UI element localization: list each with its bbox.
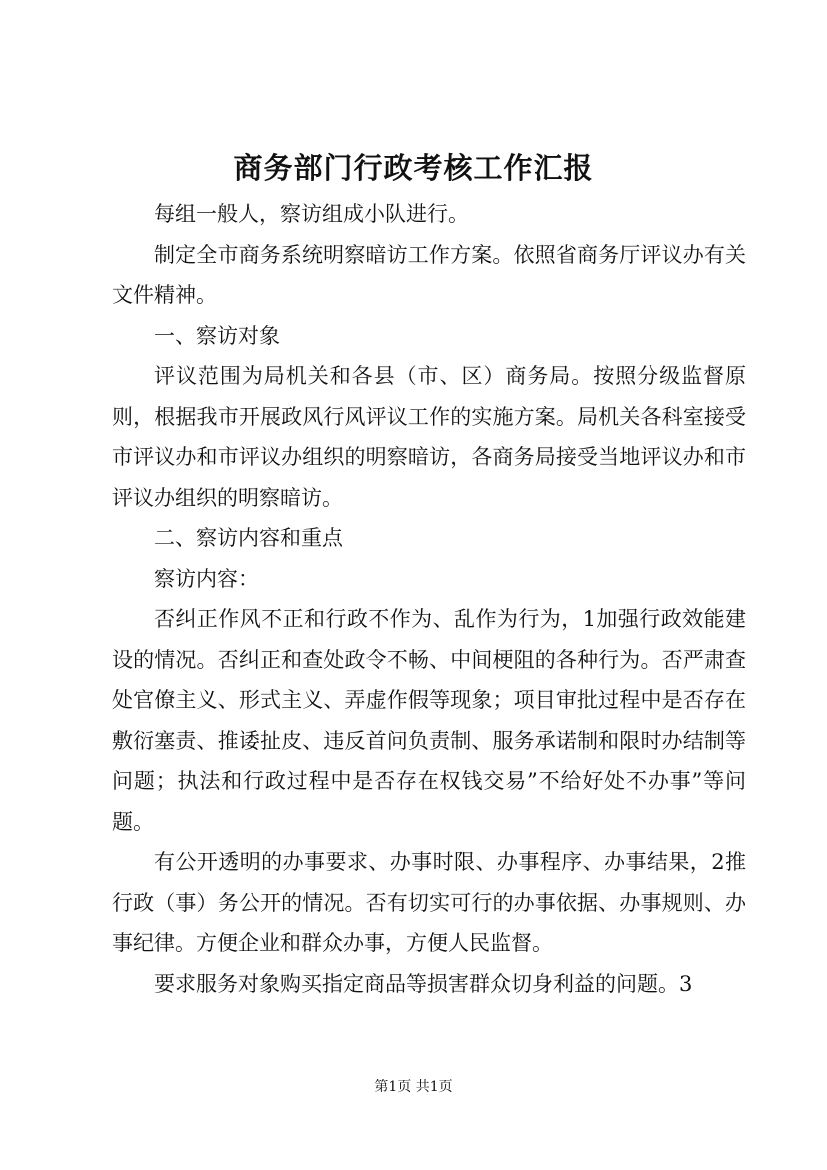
section-heading: 一、察访对象: [154, 323, 280, 348]
paragraph: 察访内容：: [154, 566, 259, 591]
paragraph: 每组一般人，察访组成小队进行。: [154, 202, 469, 226]
document-title: 商务部门行政考核工作汇报: [233, 151, 594, 185]
section-heading: 二、察访内容和重点: [154, 526, 343, 550]
paragraph: 评议范围为局机关和各县（市、区）商务局。按照分级监督原则，根据我市开展政风行风评议工作的实施方案。局机关各科室接受市评议办和市评议办组织的明察暗访，各商务局接受当地评议办和市评议办组织的明察暗访。: [112, 364, 746, 510]
page-number-footer: 第1页 共1页: [374, 1079, 453, 1095]
paragraph: 有公开透明的办事要求、办事时限、办事程序、办事结果，2推行政（事）务公开的情况。否有切实可行的办事依据、办事规则、办事纪律。方便企业和群众办事，方便人民监督。: [112, 850, 746, 955]
paragraph: 否纠正作风不正和行政不作为、乱作为行为，1加强行政效能建设的情况。否纠正和查处政令不畅、中间梗阻的各种行为。否严肃查处官僚主义、形式主义、弄虚作假等现象；项目审批过程中是否存在敷衍塞责、推诿扯皮、违反首问负责制、服务承诺制和限时办结制等问题；执法和行政过程中是否存在权钱交易”不给好处不办事”等问题。: [112, 607, 746, 834]
document-body: [112, 194, 746, 1004]
paragraph: 制定全市商务系统明察暗访工作方案。依照省商务厅评议办有关文件精神。: [112, 242, 746, 307]
paragraph: 要求服务对象购买指定商品等损害群众切身利益的问题。3: [154, 971, 693, 996]
